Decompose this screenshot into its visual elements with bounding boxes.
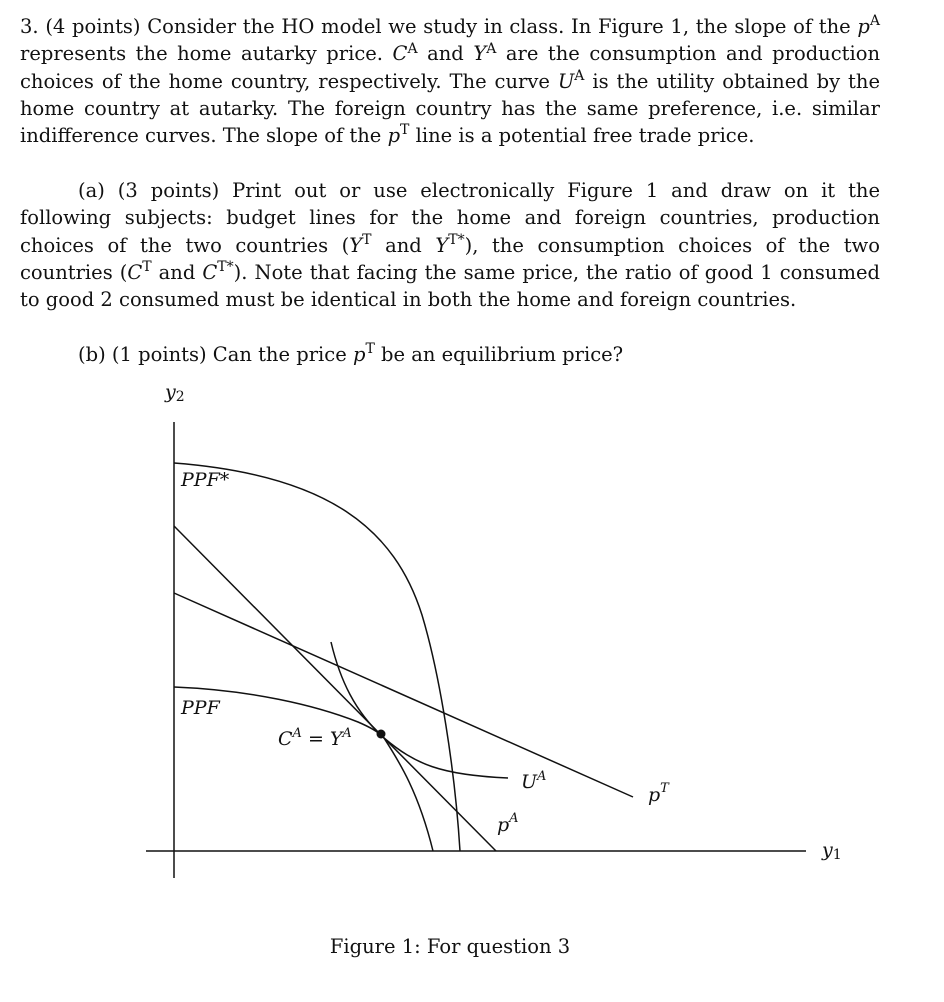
trade-price-line: [174, 593, 633, 797]
part-b-text: (b) (1 points) Can the price $p^T$ be an equilibrium price?: [78, 341, 624, 366]
part-a-label: (a): [78, 179, 105, 202]
question-3-text: 3. (4 points) Consider the HO model we study in class. In Figure 1, the slope of the $p^A$ represents the home autarky price. $C^A$ and $Y^A$ are the consumption and production choices of the home country, respectively. The curve $U^A$ is the utility obtained by the home country at autarky. The foreign country has the same preference, i.e. similar indifference curves. The slope of the $p^T$ line is a potential free trade price.: [20, 13, 881, 148]
x-axis-label: y1: [822, 839, 842, 863]
figure-caption: Figure 1: For question 3: [329, 935, 571, 958]
ua-label: $U^A$: [521, 769, 547, 793]
autarky-point: [377, 730, 386, 739]
part-b-points: (1 points): [111, 343, 207, 366]
pt-label: $p^T$: [648, 781, 669, 806]
question-number: 3.: [20, 15, 39, 38]
y-axis-label: y2: [165, 381, 185, 405]
question-points: (4 points): [45, 15, 141, 38]
ca-equals-ya-label: $C^A = Y^A$: [278, 726, 352, 750]
part-b-label: (b): [78, 343, 106, 366]
indifference-curve-ua: [331, 642, 508, 778]
ppf-home-label: PPF: [181, 697, 220, 719]
ppf-foreign-label: PPF*: [181, 469, 230, 491]
autarky-price-line: [174, 526, 496, 851]
pa-label: $p^A$: [497, 811, 519, 836]
part-a-points: (3 points): [117, 179, 220, 202]
part-a-text: (a) (3 points) Print out or use electronically Figure 1 and draw on it the following subjects: budget lines for the home and foreign countries, production choices of the two countries ($Y^T$ and $Y^{T*}$), the consumption choices of the two countries ($C^T$ and $C^{T*}$). Note that facing the same price, the ratio of good 1 consumed to good 2 consumed must be identical in both the home and foreign countries.: [20, 179, 881, 312]
